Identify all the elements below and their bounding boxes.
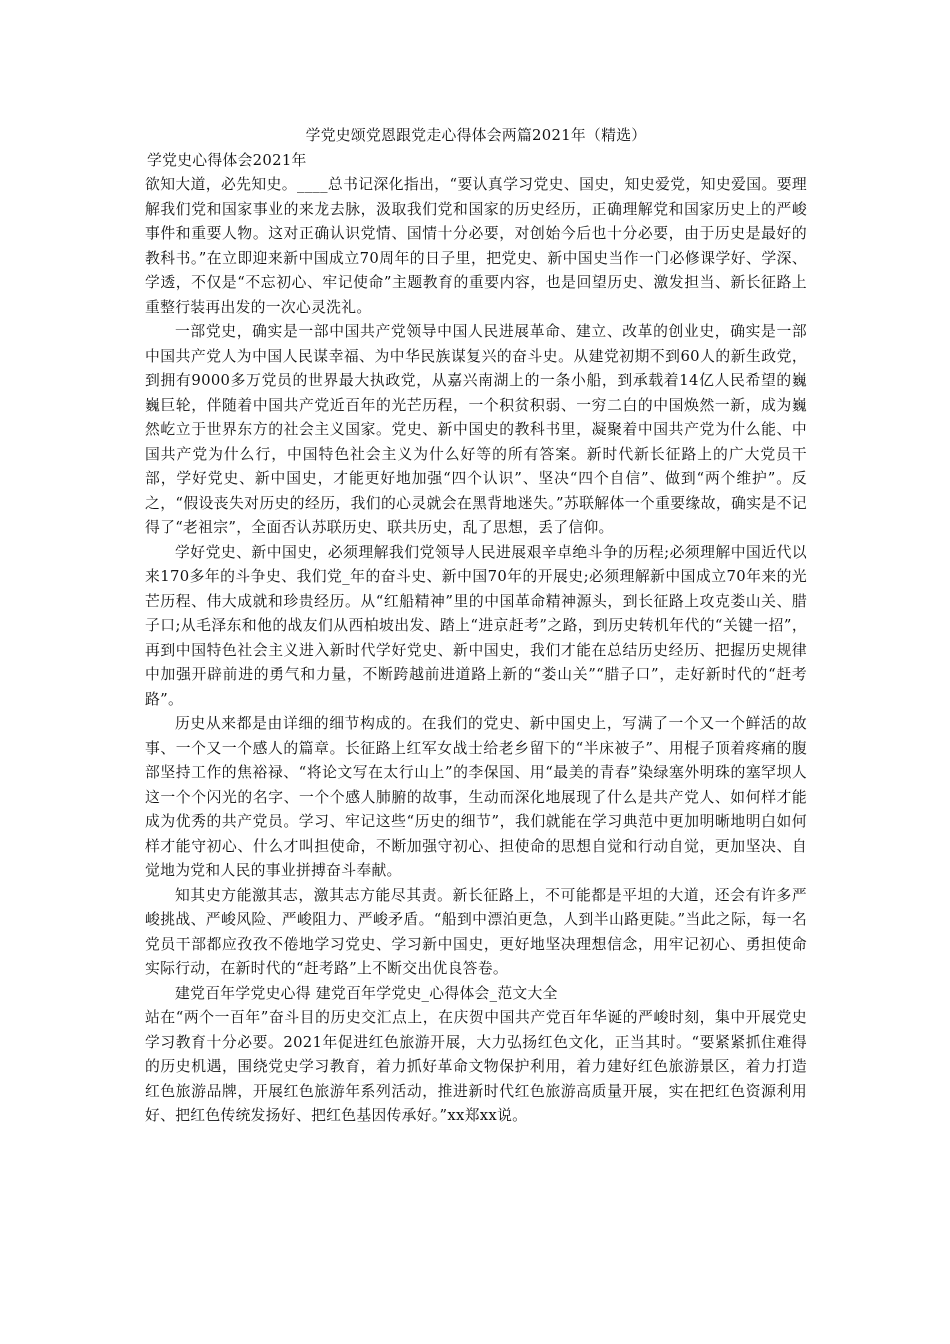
paragraph-1: 欲知大道，必先知史。____总书记深化指出，“要认真学习党史、国史，知史爱党，知史爱国。要理解我们党和国家事业的来龙去脉，汲取我们党和国家的历史经历，正确理解党和国家历史上的严峻事件和重要人物。这对正确认识党情、国情十分必要，对创始今后也十分必要，由于历史是最好的教科书。”在立即迎来新中国成立70周年的日子里，把党史、新中国史当作一门必修课学好、学深、学透，不仅是“不忘初心、牢记使命”主题教育的重要内容，也是回望历史、激发担当、新长征路上重整行装再出发的一次心灵洗礼。: [145, 176, 807, 316]
section-heading: 建党百年学党史心得 建党百年学党史_心得体会_范文大全: [175, 984, 558, 1002]
paragraph-4: 历史从来都是由详细的细节构成的。在我们的党史、新中国史上，写满了一个又一个鲜活的故事、一个又一个感人的篇章。长征路上红军女战士给老乡留下的“半床被子”、用棍子顶着疼痛的腹部坚持工作的焦裕禄、“将论文写在太行山上”的李保国、用“最美的青春”染绿塞外明珠的塞罕坝人这一个个闪光的名字、一个个感人肺腑的故事，生动而深化地展现了什么是共产党人、如何样才能成为优秀的共产党员。学习、牢记这些“历史的细节”，我们就能在学习典范中更加明晰地明白如何样才能守初心、什么才叫担使命，不断加强守初心、担使命的思想自觉和行动自觉，更加坚决、自觉地为党和人民的事业拼搏奋斗奉献。: [145, 715, 807, 879]
document-page: [145, 124, 807, 1129]
document-subtitle: 学党史心得体会2021年: [147, 151, 307, 169]
paragraph-6: 站在“两个一百年”奋斗目的历史交汇点上，在庆贺中国共产党百年华诞的严峻时刻，集中开展党史学习教育十分必要。2021年促进红色旅游开展，大力弘扬红色文化，正当其时。“要紧紧抓住难得的历史机遇，围绕党史学习教育，着力抓好革命文物保护利用，着力建好红色旅游景区，着力打造红色旅游品牌，开展红色旅游年系列活动，推进新时代红色旅游高质量开展，实在把红色资源利用好、把红色传统发扬好、把红色基因传承好。”xx郑xx说。: [145, 1009, 807, 1124]
paragraph-3: 学好党史、新中国史，必须理解我们党领导人民进展艰辛卓绝斗争的历程;必须理解中国近代以来170多年的斗争史、我们党_年的奋斗史、新中国70年的开展史;必须理解新中国成立70年来的光芒历程、伟大成就和珍贵经历。从“红船精神”里的中国革命精神源头，到长征路上攻克娄山关、腊子口;从毛泽东和他的战友们从西柏坡出发、踏上“进京赶考”之路，到历史转机年代的“关键一招”，再到中国特色社会主义进入新时代学好党史、新中国史，我们才能在总结历史经历、把握历史规律中加强开辟前进的勇气和力量，不断跨越前进道路上新的“娄山关”“腊子口”，走好新时代的“赶考路”。: [145, 543, 807, 708]
paragraph-5: 知其史方能激其志，激其志方能尽其责。新长征路上，不可能都是平坦的大道，还会有许多严峻挑战、严峻风险、严峻阻力、严峻矛盾。“船到中漂泊更急，人到半山路更陡。”当此之际，每一名党员干部都应孜孜不倦地学习党史、学习新中国史，更好地坚决理想信念，用牢记初心、勇担使命实际行动，在新时代的“赶考路”上不断交出优良答卷。: [145, 886, 807, 977]
paragraph-2: 一部党史，确实是一部中国共产党领导中国人民进展革命、建立、改革的创业史，确实是一部中国共产党人为中国人民谋幸福、为中华民族谋复兴的奋斗史。从建党初期不到60人的新生政党，到拥有9000多万党员的世界最大执政党，从嘉兴南湖上的一条小船，到承载着14亿人民希望的巍巍巨轮，伴随着中国共产党近百年的光芒历程，一个积贫积弱、一穷二白的中国焕然一新，成为巍然屹立于世界东方的社会主义国家。党史、新中国史的教科书里，凝聚着中国共产党为什么能、中国共产党为什么行，中国特色社会主义为什么好等的所有答案。新时代新长征路上的广大党员干部，学好党史、新中国史，才能更好地加强“四个认识”、坚决“四个自信”、做到“两个维护”。反之，“假设丧失对历史的经历，我们的心灵就会在黑背地迷失。”苏联解体一个重要缘故，确实是不记得了“老祖宗”，全面否认苏联历史、联共历史，乱了思想，丢了信仰。: [145, 323, 807, 536]
document-title: 学党史颂党恩跟党走心得体会两篇2021年（精选）: [305, 127, 647, 144]
